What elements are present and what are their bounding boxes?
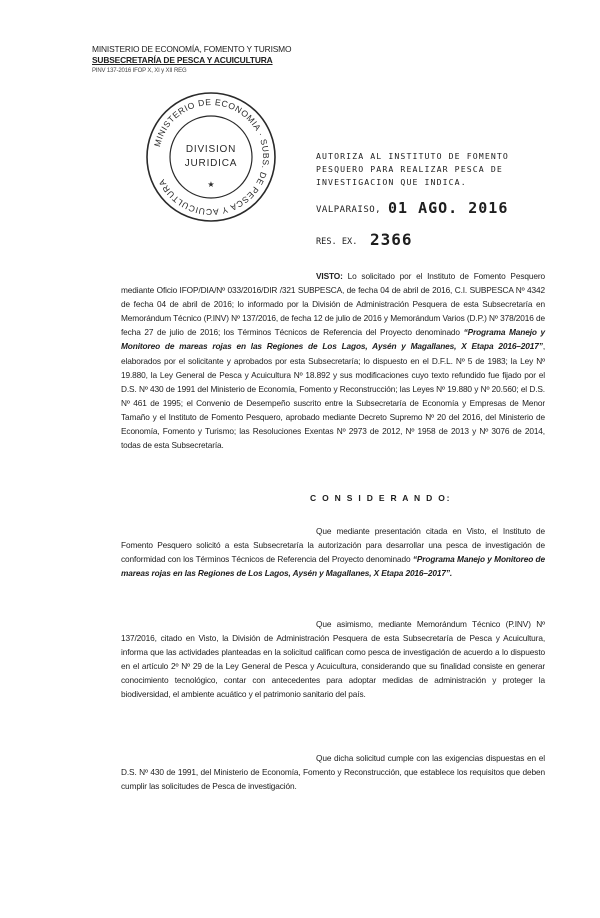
visto-text-2: , elaborados por el solicitante y aprobados por esta Subsecretaría; lo dispuesto en el D.F.L. Nº 5 de 1983; la Ley Nº 19.880, la Ley General de Pesca y Acuicultura Nº 18.892 y sus modificaciones cuyo texto refundido fue fijado por el D.S. Nº 430 de 1991 del Ministerio de Economía, Fomento y Reconstrucción; las Leyes Nº 19.880 y Nº 20.560; el D.S. Nº 461 de 1995; el Convenio de Desempeño suscrito entre la Subsecretaría de Economía y Empresas de Menor Tamaño y el Instituto de Fomento Pesquero, aprobado mediante Decreto Supremo Nº 20 del 2016, del Ministerio de Economía, Fomento y Turismo; las Resoluciones Exentas Nº 2973 de 2012, Nº 1958 de 2013 y Nº 3076 de 2014, todas de esta Subsecretaría.: [121, 341, 545, 451]
considerando-heading: C O N S I D E R A N D O:: [310, 493, 452, 503]
visto-text-1: Lo solicitado por el Instituto de Fomento Pesquero mediante Oficio IFOP/DIA/Nº 033/2016/DIR /321 SUBPESCA, de fecha 04 de abril de 2016, C.I. SUBPESCA Nº 4342 de fecha 04 de abril de 2016; lo informado por la División de Administración Pesquera de esta Subsecretaría en Memorándum Técnico (P.INV) Nº 137/2016, de fecha 12 de julio de 2016 y Memorándum Varios (D.P.) Nº 378/2016 de fecha 27 de julio de 2016; los Términos Técnicos de Referencia del Proyecto denominado: [121, 271, 545, 338]
considerando-paragraph-1: [121, 524, 545, 580]
resolution-number: 2366: [370, 230, 413, 249]
reference-code: PINV 137-2016 IFOP X, XI y XII REG: [92, 68, 187, 74]
stamp-star-icon: ★: [207, 180, 215, 189]
resolution-type: RES. EX.: [316, 237, 358, 247]
ministry-name: MINISTERIO DE ECONOMÍA, FOMENTO Y TURISMO: [92, 44, 292, 54]
stamp-ring-text: MINISTERIO DE ECONOMIA · SUBS. DE PESCA Y ACUICULTURA: [152, 96, 272, 218]
stamp-center-line1: DIVISION: [185, 144, 237, 155]
letterhead: [92, 44, 291, 77]
stamp-center-line2: JURIDICA: [184, 158, 238, 169]
considerando-p1-project: “Programa Manejo y Monitoreo de mareas rojas en las Regiones de Los Lagos, Aysén y Magallanes, X Etapa 2016–2017”.: [121, 554, 546, 579]
considerando-p1-text: Que mediante presentación citada en Visto, el Instituto de Fomento Pesquero solicitó a esta Subsecretaría la autorización para desarrollar una pesca de investigación de conformidad con los Términos Técnicos de Referencia del Proyecto denominado: [121, 526, 545, 565]
visto-project-name: “Programa Manejo y Monitoreo de mareas rojas en las Regiones de Los Lagos, Aysén y Magallanes, X Etapa 2016–2017”: [121, 327, 545, 352]
visto-paragraph: [121, 269, 545, 452]
considerando-paragraph-2: Que asimismo, mediante Memorándum Técnico (P.INV) Nº 137/2016, citado en Visto, la División de Administración Pesquera de esta Subsecretaría de Pesca y Acuicultura, informa que las actividades planteadas en la solicitud califican como pesca de investigación de acuerdo a lo dispuesto en el artículo 2º Nº 29 de la Ley General de Pesca y Acuicultura, considerando que su finalidad consiste en generar conocimiento tecnológico, contar con antecedentes para adoptar medidas de administración y proteger la biodiversidad, el ambiente acuático y el patrimonio sanitario del país.: [121, 619, 545, 700]
subsecretaria-name: SUBSECRETARÍA DE PESCA Y ACUICULTURA: [92, 55, 273, 65]
visto-label: VISTO:: [316, 271, 343, 281]
resolution-subject: AUTORIZA AL INSTITUTO DE FOMENTO PESQUERO PARA REALIZAR PESCA DE INVESTIGACION QUE INDICA.: [316, 151, 509, 187]
resolution-date: 01 AGO. 2016: [388, 199, 509, 217]
division-juridica-stamp: [140, 86, 282, 228]
considerando-paragraph-3: Que dicha solicitud cumple con las exigencias dispuestas en el D.S. Nº 430 de 1991, del Ministerio de Economía, Fomento y Reconstrucción, que establece los requisitos que deben cumplir las solicitudes de Pesca de investigación.: [121, 753, 545, 792]
place-label: VALPARAISO,: [316, 205, 382, 215]
